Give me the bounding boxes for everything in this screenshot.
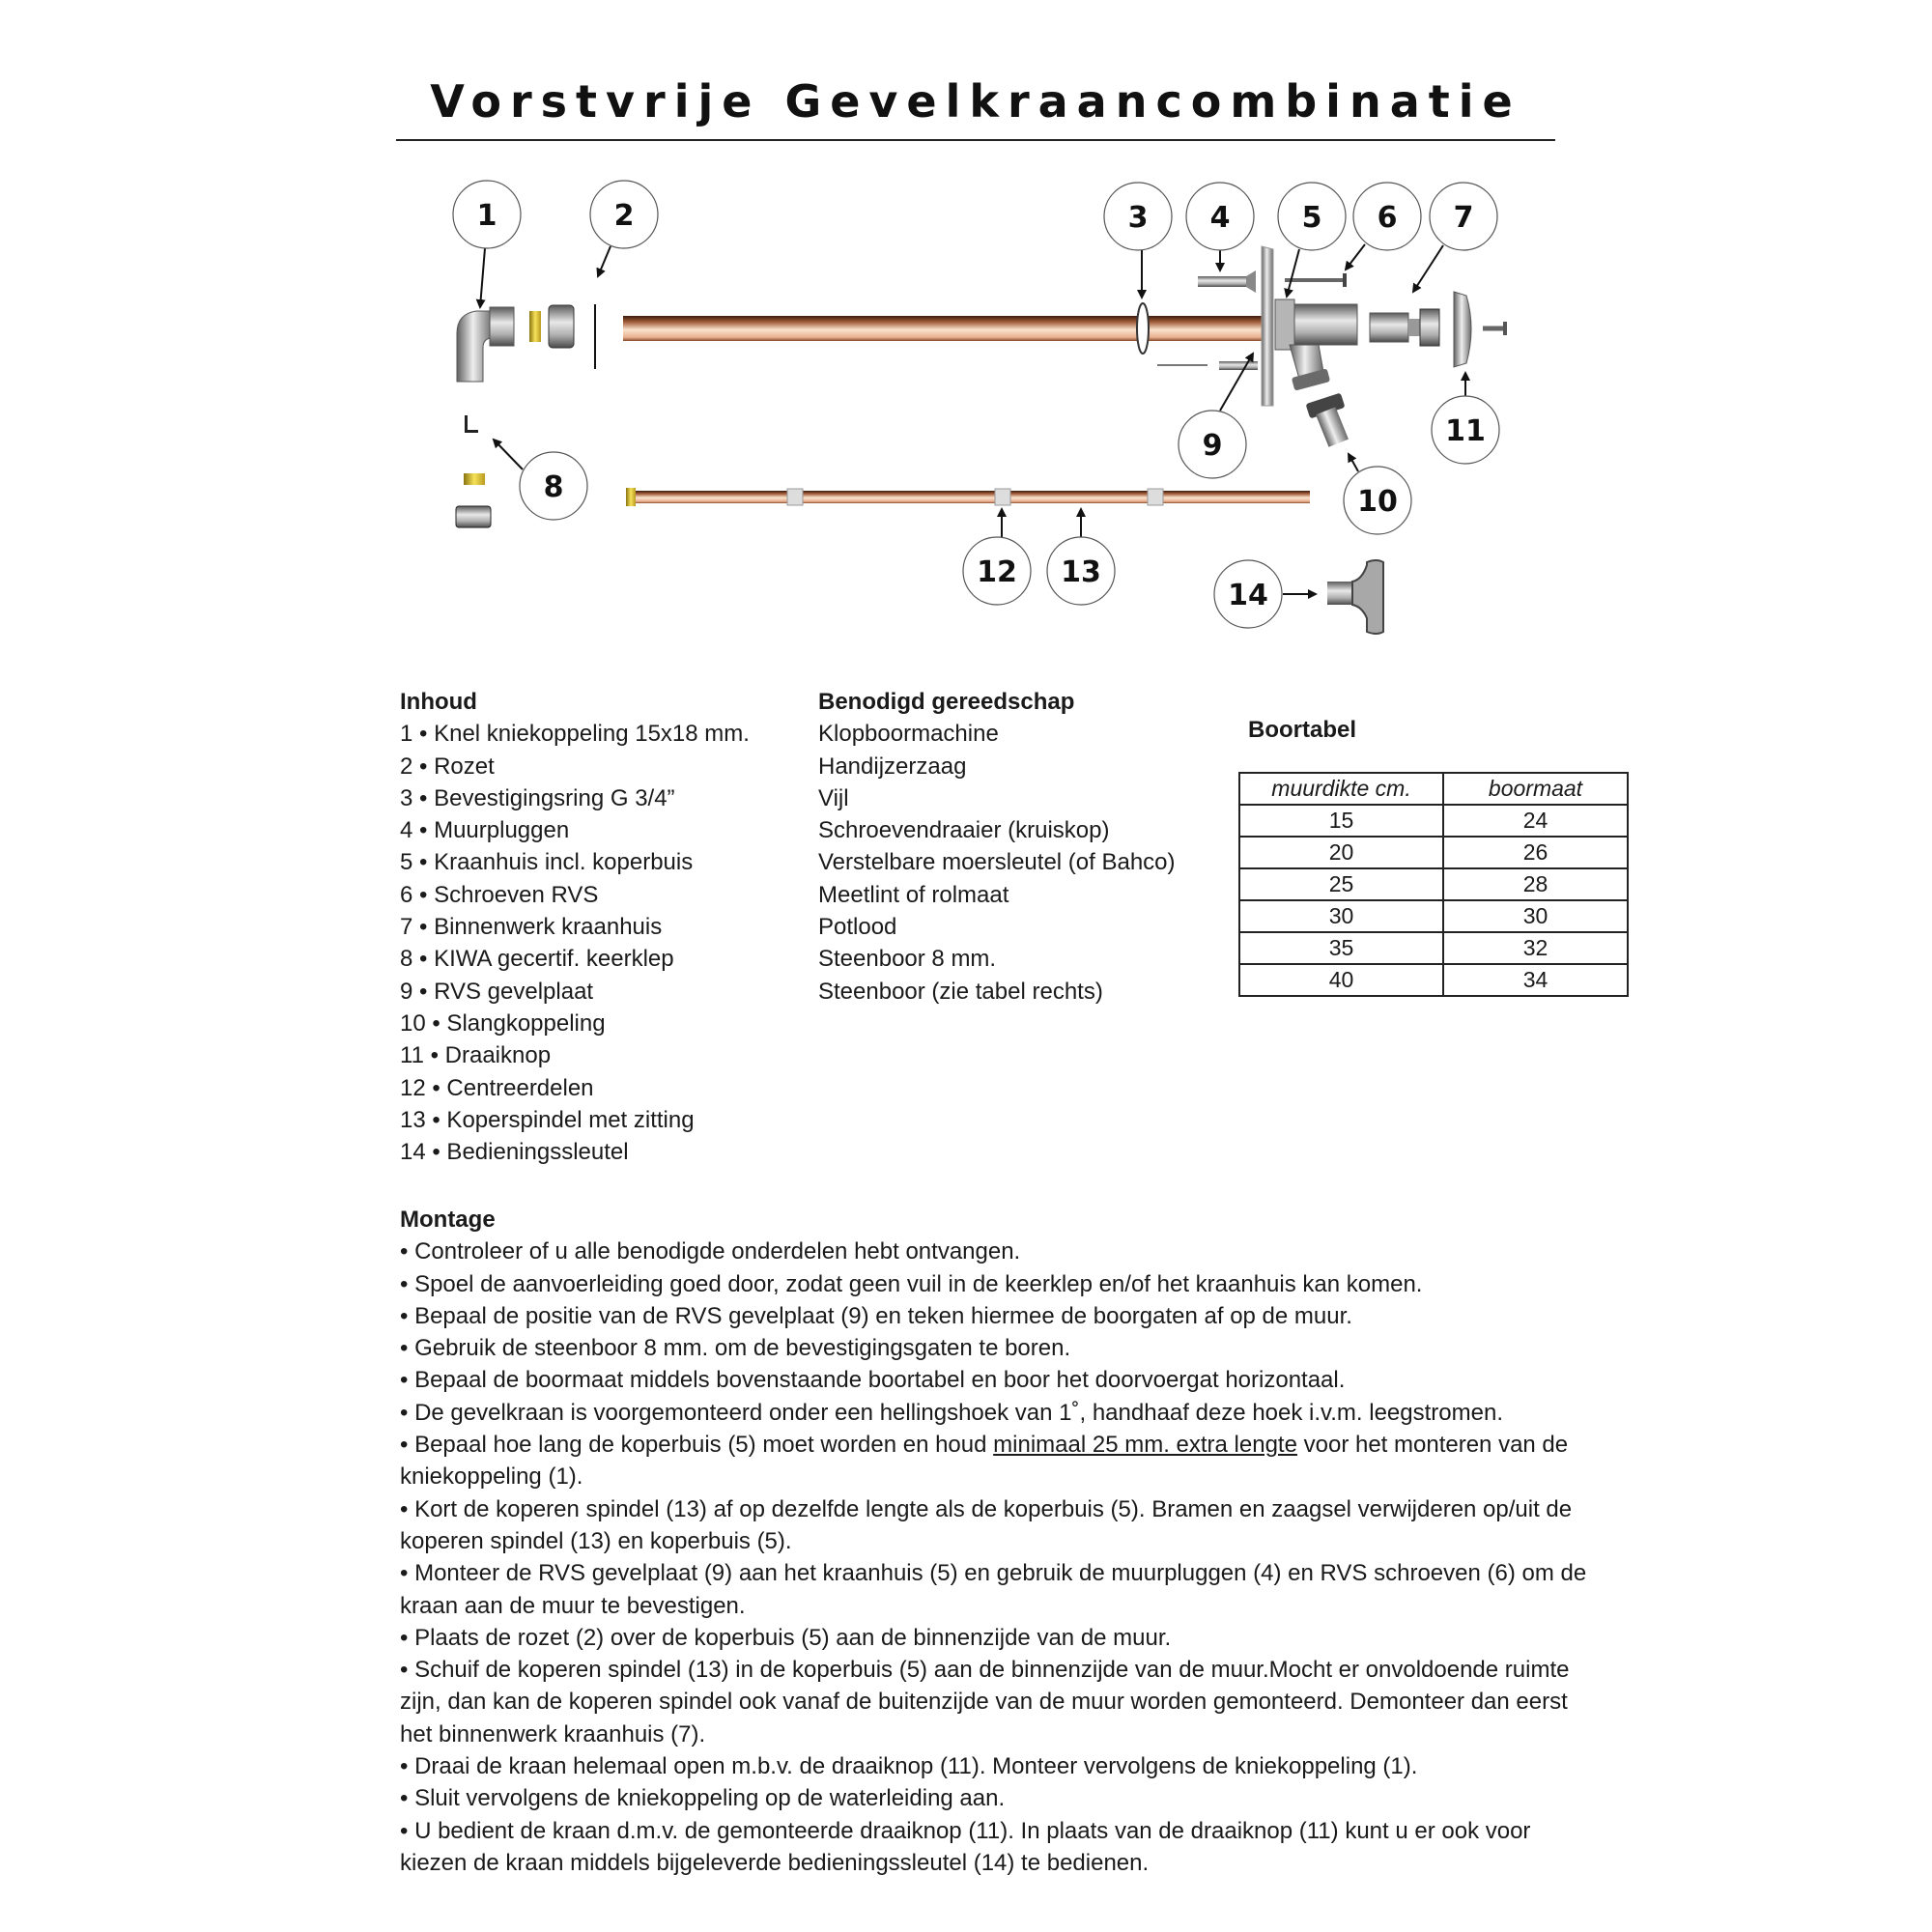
contents-item: 9 • RVS gevelplaat — [400, 978, 594, 1005]
part-screw — [1285, 273, 1347, 287]
drill-table-row — [1239, 932, 1628, 964]
part-copper-pipe — [623, 316, 1269, 341]
installation-step: • Bepaal de positie van de RVS gevelplaat (9) en teken hiermee de boorgaten af op de muur. — [400, 1302, 1352, 1329]
installation-step: • Sluit vervolgens de kniekoppeling op de waterleiding aan. — [400, 1785, 1006, 1812]
installation-section — [400, 1204, 1598, 1879]
contents-item: 11 • Draaiknop — [400, 1042, 552, 1069]
callout-number: 11 — [1445, 414, 1486, 448]
leader-arrow-2 — [598, 246, 611, 276]
wall-thickness-cell: 20 — [1239, 837, 1443, 868]
contents-item: 7 • Binnenwerk kraanhuis — [400, 914, 663, 941]
wall-thickness-cell: 15 — [1239, 805, 1443, 837]
drill-table-row — [1239, 900, 1628, 932]
callout-number: 13 — [1061, 555, 1101, 589]
centering-piece — [995, 489, 1010, 505]
contents-item: 6 • Schroeven RVS — [400, 881, 599, 908]
column-header-wall-thickness: muurdikte cm. — [1239, 773, 1443, 805]
callout-8 — [520, 452, 587, 520]
contents-heading: Inhoud — [400, 689, 477, 715]
installation-steps — [400, 1236, 1598, 1879]
column-header-drill-size: boormaat — [1443, 773, 1628, 805]
tool-item: Vijl — [818, 784, 849, 811]
tool-item: Schroevendraaier (kruiskop) — [818, 817, 1110, 844]
callout-11 — [1432, 396, 1499, 464]
part-copper-spindle — [626, 488, 1310, 506]
installation-step: • De gevelkraan is voorgemonteerd onder een hellingshoek van 1˚, handhaaf deze hoek i.v.m. leegstromen. — [400, 1399, 1503, 1426]
contents-item: 4 • Muurpluggen — [400, 817, 570, 844]
callout-number: 1 — [476, 199, 497, 233]
installation-step: • Controleer of u alle benodigde onderdelen hebt ontvangen. — [400, 1238, 1021, 1265]
part-wall-plug-lower — [1157, 361, 1258, 370]
tool-item: Klopboormachine — [818, 721, 999, 748]
installation-step: • U bedient de kraan d.m.v. de gemonteerde draaiknop (11). In plaats van de draaiknop (11) kunt u er ook voor kiezen de kraan middels bijgeleverde bedieningssleutel (14) te bedienen. — [400, 1817, 1531, 1876]
contents-item: 12 • Centreerdelen — [400, 1074, 594, 1101]
part-check-valve — [456, 415, 491, 527]
callout-number: 10 — [1357, 485, 1398, 519]
part-facade-plate — [1262, 246, 1273, 406]
callout-6 — [1353, 183, 1421, 250]
part-inner-work — [1370, 309, 1439, 346]
callout-number: 4 — [1209, 201, 1231, 235]
drill-table-header-row — [1239, 773, 1628, 805]
callout-number: 8 — [543, 470, 564, 504]
drill-size-cell: 30 — [1443, 900, 1628, 932]
callout-14 — [1214, 560, 1282, 628]
contents-item: 1 • Knel kniekoppeling 15x18 mm. — [400, 721, 750, 748]
callout-9 — [1179, 411, 1246, 478]
installation-step: • Kort de koperen spindel (13) af op dezelfde lengte als de koperbuis (5). Bramen en zaagsel verwijderen op/uit de koperen spindel (13) en koperbuis (5). — [400, 1495, 1573, 1554]
callout-number: 5 — [1301, 201, 1322, 235]
callout-number: 3 — [1127, 201, 1149, 235]
callout-4 — [1186, 183, 1254, 250]
contents-item: 14 • Bedieningssleutel — [400, 1139, 629, 1166]
drill-table — [1238, 772, 1629, 997]
leader-arrow-10 — [1349, 454, 1358, 471]
callout-7 — [1430, 183, 1497, 250]
drill-table-row — [1239, 868, 1628, 900]
contents-item: 3 • Bevestigingsring G 3/4” — [400, 784, 675, 811]
callout-number: 2 — [613, 199, 635, 233]
tool-item: Potlood — [818, 914, 897, 941]
callout-number: 12 — [977, 555, 1017, 589]
contents-section — [400, 686, 750, 1168]
callout-3 — [1104, 183, 1172, 250]
tool-item: Steenboor 8 mm. — [818, 946, 997, 973]
tool-item: Steenboor (zie tabel rechts) — [818, 978, 1103, 1005]
installation-step: • Draai de kraan helemaal open m.b.v. de draaiknop (11). Monteer vervolgens de kniekoppeling (1). — [400, 1753, 1418, 1780]
tool-item: Meetlint of rolmaat — [818, 881, 1009, 908]
part-turn-knob — [1454, 292, 1507, 367]
tools-list — [818, 718, 1176, 1008]
callout-10 — [1344, 467, 1411, 534]
document-title: Vorstvrije Gevelkraancombinatie — [430, 75, 1521, 128]
installation-step: • Spoel de aanvoerleiding goed door, zodat geen vuil in de keerklep en/of het kraanhuis kan komen. — [400, 1270, 1423, 1297]
emphasized-text: minimaal 25 mm. extra lengte — [993, 1432, 1297, 1459]
callout-13 — [1047, 537, 1115, 605]
drill-size-cell: 24 — [1443, 805, 1628, 837]
drill-size-cell: 32 — [1443, 932, 1628, 964]
part-wall-plug — [1198, 270, 1256, 293]
leader-arrow-5 — [1287, 249, 1299, 297]
exploded-parts-diagram — [0, 0, 1932, 676]
tools-heading: Benodigd gereedschap — [818, 689, 1075, 715]
part-hose-coupling — [1305, 393, 1348, 447]
drill-size-cell: 28 — [1443, 868, 1628, 900]
drill-table-title: Boortabel — [1248, 717, 1357, 743]
contents-item: 2 • Rozet — [400, 753, 495, 780]
centering-piece — [1148, 489, 1163, 505]
wall-thickness-cell: 30 — [1239, 900, 1443, 932]
contents-item: 13 • Koperspindel met zitting — [400, 1106, 695, 1133]
drill-size-cell: 34 — [1443, 964, 1628, 996]
callout-12 — [963, 537, 1031, 605]
tool-item: Verstelbare moersleutel (of Bahco) — [818, 849, 1176, 876]
leader-arrow-1 — [480, 248, 485, 307]
callout-number: 7 — [1453, 201, 1474, 235]
installation-step: • Monteer de RVS gevelplaat (9) aan het kraanhuis (5) en gebruik de muurpluggen (4) en RVS schroeven (6) om de kraan aan de muur te bevestigen. — [400, 1560, 1587, 1619]
part-mounting-ring — [1137, 303, 1149, 354]
part-tap-housing — [1275, 299, 1357, 391]
installation-step: • Schuif de koperen spindel (13) in de koperbuis (5) aan de binnenzijde van de muur.Mocht er onvoldoende ruimte zijn, dan kan de koperen spindel ook vanaf de buitenzijde van de muur worden gemonteerd. Demonteer dan eerst het binnenwerk kraanhuis (7). — [400, 1657, 1570, 1747]
installation-step: • Plaats de rozet (2) over de koperbuis (5) aan de binnenzijde van de muur. — [400, 1624, 1172, 1651]
leader-arrow-7 — [1413, 245, 1443, 292]
callout-number: 6 — [1377, 201, 1398, 235]
tools-section — [818, 686, 1176, 1008]
callout-number: 9 — [1202, 429, 1223, 463]
installation-step — [400, 1429, 1598, 1493]
leader-arrow-6 — [1346, 244, 1365, 270]
drill-table-row — [1239, 964, 1628, 996]
leader-arrow-8 — [494, 440, 523, 469]
step-text: • Bepaal hoe lang de koperbuis (5) moet worden en houd — [400, 1432, 994, 1459]
callout-5 — [1278, 183, 1346, 250]
callout-number: 14 — [1228, 579, 1268, 612]
contents-item: 5 • Kraanhuis incl. koperbuis — [400, 849, 694, 876]
wall-thickness-cell: 35 — [1239, 932, 1443, 964]
callout-2 — [590, 181, 658, 248]
installation-step: • Bepaal de boormaat middels bovenstaande boortabel en boor het doorvoergat horizontaal. — [400, 1367, 1346, 1394]
contents-item: 8 • KIWA gecertif. keerklep — [400, 946, 674, 973]
centering-piece — [787, 489, 803, 505]
contents-item: 10 • Slangkoppeling — [400, 1009, 606, 1037]
part-knee-coupling — [457, 305, 574, 382]
callout-1 — [453, 181, 521, 248]
wall-thickness-cell: 40 — [1239, 964, 1443, 996]
drill-table-row — [1239, 837, 1628, 868]
tool-item: Handijzerzaag — [818, 753, 967, 780]
installation-heading: Montage — [400, 1207, 496, 1233]
installation-step: • Gebruik de steenboor 8 mm. om de bevestigingsgaten te boren. — [400, 1335, 1071, 1362]
drill-size-cell: 26 — [1443, 837, 1628, 868]
part-operating-key — [1327, 560, 1383, 634]
step-text: voor het monteren van de kniekoppeling (1). — [400, 1432, 1569, 1491]
wall-thickness-cell: 25 — [1239, 868, 1443, 900]
drill-table-row — [1239, 805, 1628, 837]
contents-list — [400, 718, 750, 1168]
